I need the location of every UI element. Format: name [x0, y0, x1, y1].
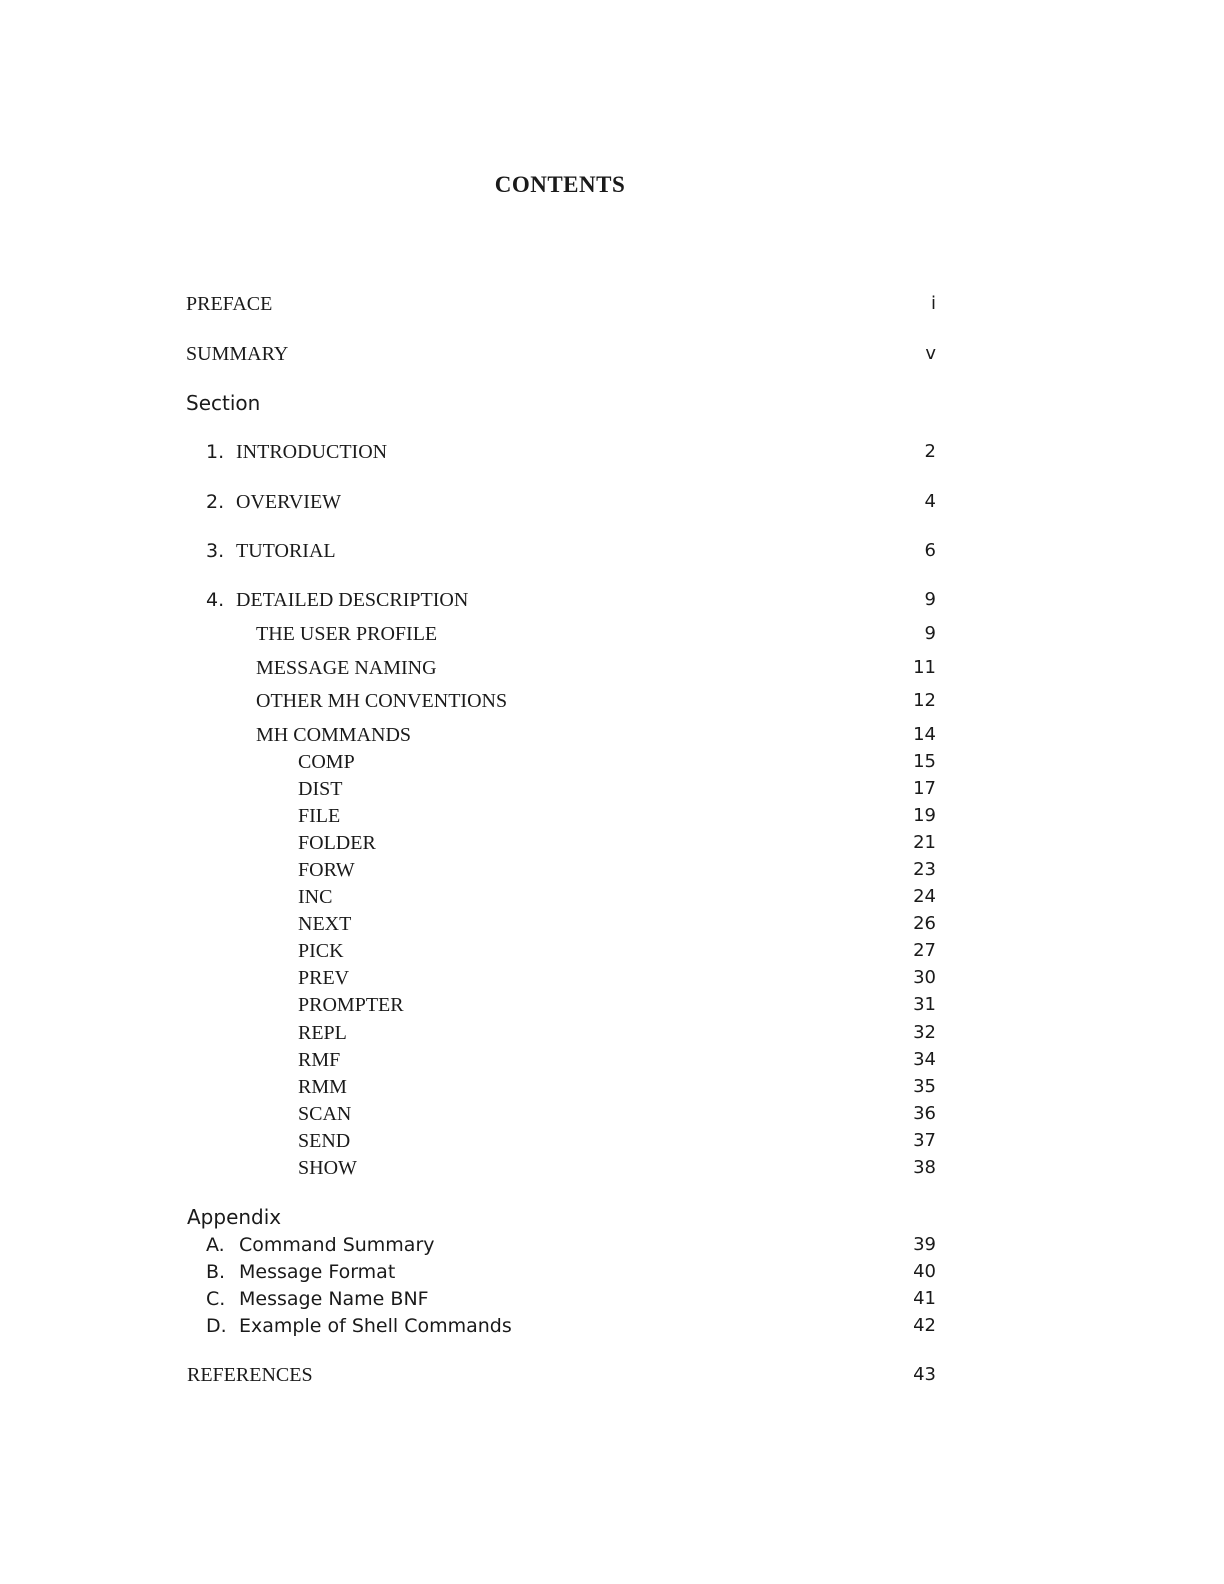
section-number: 3. [206, 540, 225, 562]
toc-entry-label: MH COMMANDS [256, 722, 419, 748]
toc-entry-label: PROMPTER [298, 992, 412, 1018]
toc-entry-label: RMM [298, 1074, 355, 1100]
section-heading: Section [186, 391, 261, 415]
toc-entry-label: COMP [298, 749, 363, 775]
toc-page-number: 9 [924, 589, 936, 610]
toc-page-number: 6 [924, 540, 936, 561]
toc-page-number: 43 [913, 1364, 936, 1385]
toc-entry-label: FILE [298, 803, 348, 829]
toc-page-number: 35 [913, 1076, 936, 1097]
toc-page-number: 11 [913, 657, 936, 678]
section-number: 4. [206, 589, 225, 611]
toc-page-number: 17 [913, 778, 936, 799]
toc-page-number: 15 [913, 751, 936, 772]
toc-entry-label: RMF [298, 1047, 348, 1073]
section-number: 1. [206, 441, 225, 463]
toc-entry-label: SHOW [298, 1155, 365, 1181]
toc-page-number: 27 [913, 940, 936, 961]
toc-entry-label: INTRODUCTION [236, 439, 395, 465]
appendix-letter: D. [206, 1315, 227, 1337]
toc-page-number: 12 [913, 690, 936, 711]
page-title: CONTENTS [494, 172, 626, 197]
toc-entry-label: THE USER PROFILE [256, 621, 445, 647]
toc-page-number: 37 [913, 1130, 936, 1151]
toc-page-number: i [930, 293, 936, 314]
toc-entry-label: OTHER MH CONVENTIONS [256, 688, 515, 714]
toc-entry-label: DETAILED DESCRIPTION [236, 587, 476, 613]
toc-entry-label: MESSAGE NAMING [256, 655, 445, 681]
toc-page-number: 34 [913, 1049, 936, 1070]
toc-page-number: 40 [913, 1261, 936, 1282]
toc-entry-label: NEXT [298, 911, 359, 937]
toc-page-number: 39 [913, 1234, 936, 1255]
toc-entry-label: Command Summary [239, 1232, 443, 1258]
appendix-heading: Appendix [187, 1205, 282, 1229]
toc-entry-label: FOLDER [298, 830, 384, 856]
toc-page-number: 14 [913, 724, 936, 745]
section-number: 2. [206, 491, 225, 513]
toc-page-number: 19 [913, 805, 936, 826]
toc-entry-label: FORW [298, 857, 363, 883]
toc-entry-label: DIST [298, 776, 350, 802]
toc-page-number: 9 [924, 623, 936, 644]
toc-entry-label: INC [298, 884, 340, 910]
toc-entry-label: SCAN [298, 1101, 359, 1127]
appendix-letter: A. [206, 1234, 225, 1256]
toc-entry-label: OVERVIEW [236, 489, 349, 515]
toc-page-number: 32 [913, 1022, 936, 1043]
appendix-letter: B. [206, 1261, 226, 1283]
toc-entry-label: TUTORIAL [236, 538, 344, 564]
toc-page-number: 38 [913, 1157, 936, 1178]
toc-page-number: 41 [913, 1288, 936, 1309]
toc-page-number: v [925, 343, 936, 364]
toc-entry-label: Message Format [239, 1259, 403, 1285]
toc-entry-label: SUMMARY [186, 341, 296, 367]
toc-entry-label: SEND [298, 1128, 358, 1154]
toc-entry-label: Message Name BNF [239, 1286, 437, 1312]
toc-entry-label: PICK [298, 938, 352, 964]
toc-page-number: 42 [913, 1315, 936, 1336]
toc-page-number: 2 [924, 441, 936, 462]
toc-entry-label: PREFACE [186, 291, 280, 317]
toc-entry-label: REPL [298, 1020, 355, 1046]
toc-page-number: 26 [913, 913, 936, 934]
toc-page-number: 4 [924, 491, 936, 512]
toc-page-number: 24 [913, 886, 936, 907]
toc-page-number: 23 [913, 859, 936, 880]
toc-page-number: 30 [913, 967, 936, 988]
toc-page-number: 31 [913, 994, 936, 1015]
toc-entry-label: REFERENCES [187, 1362, 321, 1388]
toc-entry-label: PREV [298, 965, 357, 991]
toc-entry-label: Example of Shell Commands [239, 1313, 520, 1339]
toc-page-number: 21 [913, 832, 936, 853]
appendix-letter: C. [206, 1288, 226, 1310]
toc-page-number: 36 [913, 1103, 936, 1124]
